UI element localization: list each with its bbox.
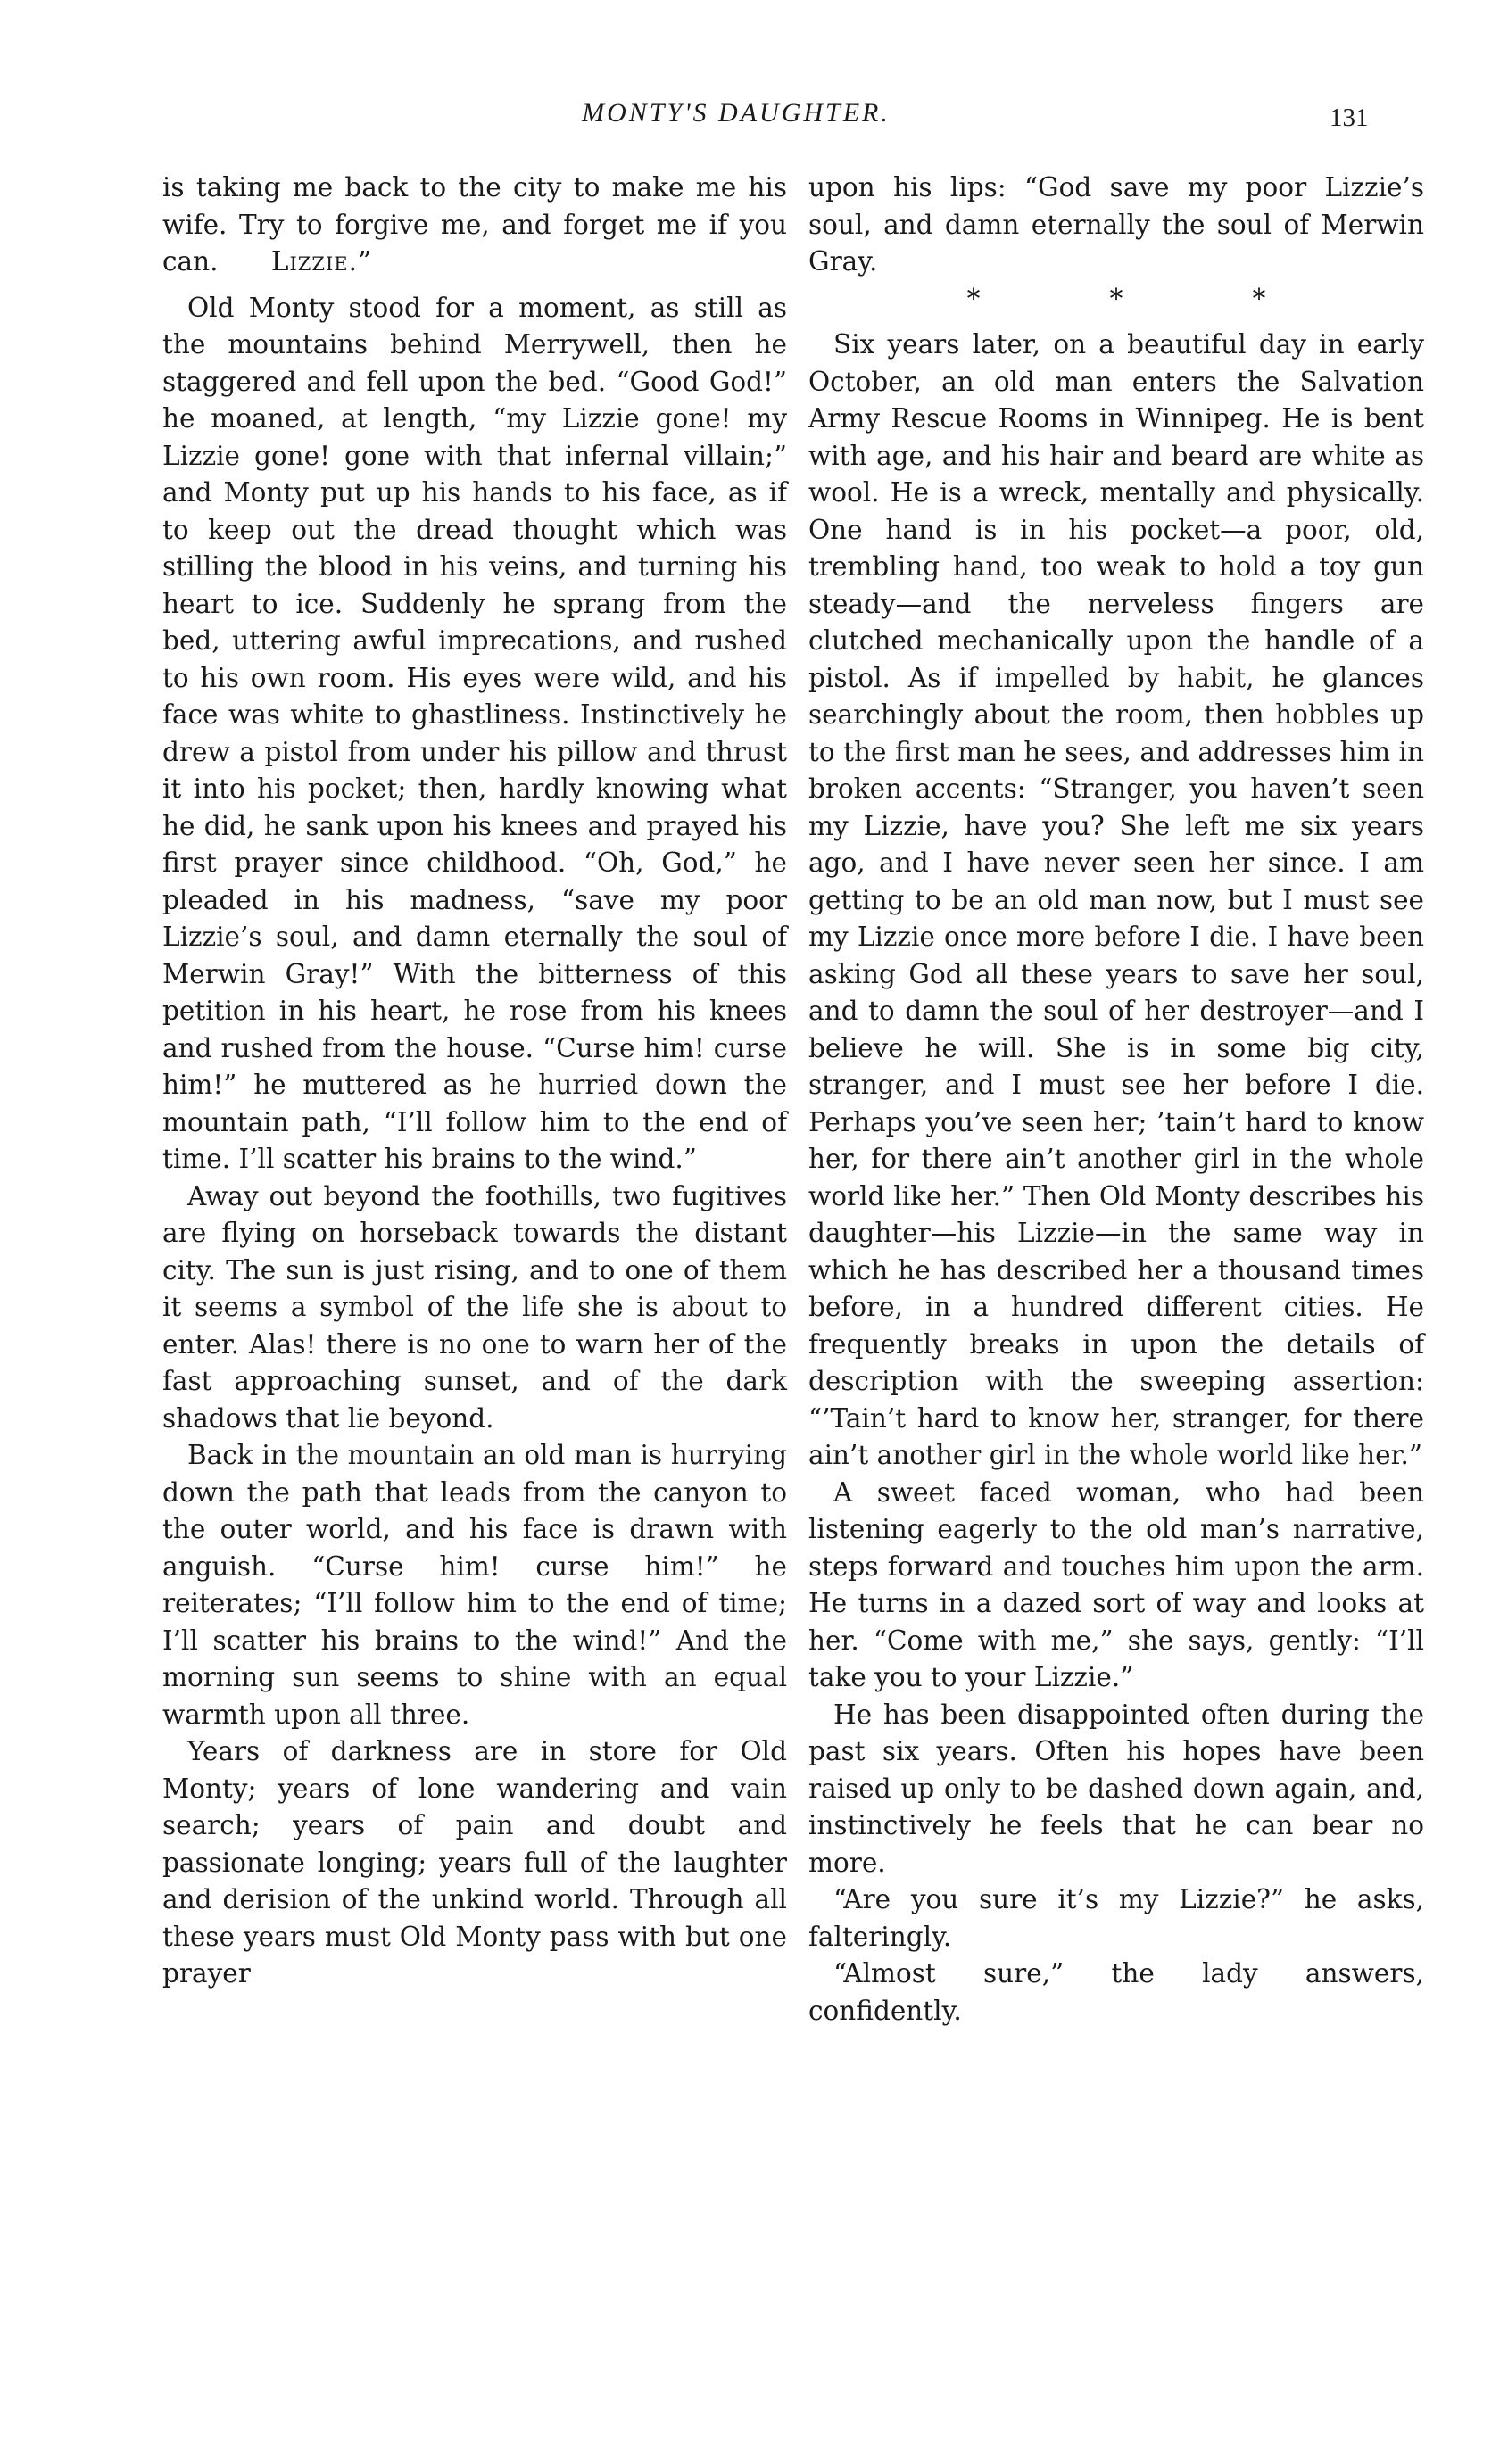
section-break [808,281,1424,318]
letter-ending [162,170,787,281]
paragraph: Back in the mountain an old man is hurrying down the path that leads from the canyon to the outer world, and his face is drawn with anguish. “Curse him! curse him!” he reiterates; “I’ll follow him to the end of time; I’ll scatter his brains to the wind!” And the morning sun seems to shine with an equal warmth upon all three. [162,1440,787,1730]
letter-signature: Lizzie.” [270,246,373,277]
section-break-star: * [1252,283,1266,314]
page-number: 131 [1330,103,1369,132]
paragraph: Old Monty stood for a moment, as still as the mountains behind Merrywell, then he staggered and fell upon the bed. “Good God!” he moaned, at length, “my Lizzie gone! my Lizzie gone! gone with that infernal villain;” and Monty put up his hands to his face, as if to keep out the dread thought which was stilling the blood in his veins, and turning his heart to ice. Suddenly he sprang from the bed, uttering awful imprecations, and rushed to his own room. His eyes were wild, and his face was white to ghastliness. Instinctively he drew a pistol from under his pillow and thrust it into his pocket; then, hardly knowing what he did, he sank upon his knees and prayed his first prayer since childhood. “Oh, God,” he pleaded in his madness, “save my poor Lizzie’s soul, and damn eternally the soul of Merwin Gray!” With the bitterness of this petition in his heart, he rose from his knees and rushed from the house. “Curse him! curse him!” he muttered as he hurried down the mountain path, “I’ll follow him to the end of time. I’ll scatter his brains to the wind.” [162,292,787,1174]
running-title: MONTY'S DAUGHTER. [582,98,891,128]
paragraph: Six years later, on a beautiful day in early October, an old man enters the Salvation Army Rescue Rooms in Winnipeg. He is bent with age, and his hair and beard are white as wool. He is a wreck, mentally and physically. One hand is in his pocket—a poor, old, trembling hand, too weak to hold a toy gun steady—and the nerveless fingers are clutched mechanically upon the handle of a pistol. As if impelled by habit, he glances searchingly about the room, then hobbles up to the first man he sees, and addresses him in broken accents: “Stranger, you haven’t seen my Lizzie, have you? She left me six years ago, and I have never seen her since. I am getting to be an old man now, but I must see my Lizzie once more before I die. I have been asking God all these years to save her soul, and to damn the soul of her destroyer—and I believe he will. She is in some big city, stranger, and I must see her before I die. Perhaps you’ve seen her; ’tain’t hard to know her, for there ain’t another girl in the whole world like her.” Then Old Monty describes his daughter—his Lizzie—in the same way in which he has described her a thousand times before, in a hundred different cities. He frequently breaks in upon the details of description with the sweeping assertion: “’Tain’t hard to know her, stranger, for there ain’t another girl in the whole world like her.” [808,329,1424,1470]
section-break-star: * [966,283,981,314]
section-break-star: * [1109,283,1123,314]
right-column [808,170,1424,2030]
paragraph: “Almost sure,” the lady answers, confidently. [808,1958,1424,2026]
paragraph: Away out beyond the foothills, two fugitives are flying on horseback towards the distant city. The sun is just rising, and to one of them it seems a symbol of the life she is about to enter. Alas! there is no one to warn her of the fast approaching sunset, and of the dark shadows that lie beyond. [162,1180,787,1434]
paragraph: He has been disappointed often during the past six years. Often his hopes have been raised up only to be dashed down again, and, instinctively he feels that he can bear no more. [808,1699,1424,1878]
paragraph: A sweet faced woman, who had been listening eagerly to the old man’s narrative, steps forward and touches him upon the arm. He turns in a dazed sort of way and looks at her. “Come with me,” she says, gently: “I’ll take you to your Lizzie.” [808,1476,1424,1692]
letter-text: is taking me back to the city to make me his wife. Try to forgive me, and forget me if you can. [162,172,787,277]
paragraph: Years of darkness are in store for Old Monty; years of lone wandering and vain search; years of pain and doubt and passionate longing; years full of the laughter and derision of the unkind world. Through all these years must Old Monty pass with but one prayer [162,1736,787,1989]
paragraph-continuation: upon his lips: “God save my poor Lizzie’s soul, and damn eternally the soul of Merwin Gray. [808,172,1424,277]
paragraph: “Are you sure it’s my Lizzie?” he asks, falteringly. [808,1884,1424,1952]
left-column [162,170,787,1993]
